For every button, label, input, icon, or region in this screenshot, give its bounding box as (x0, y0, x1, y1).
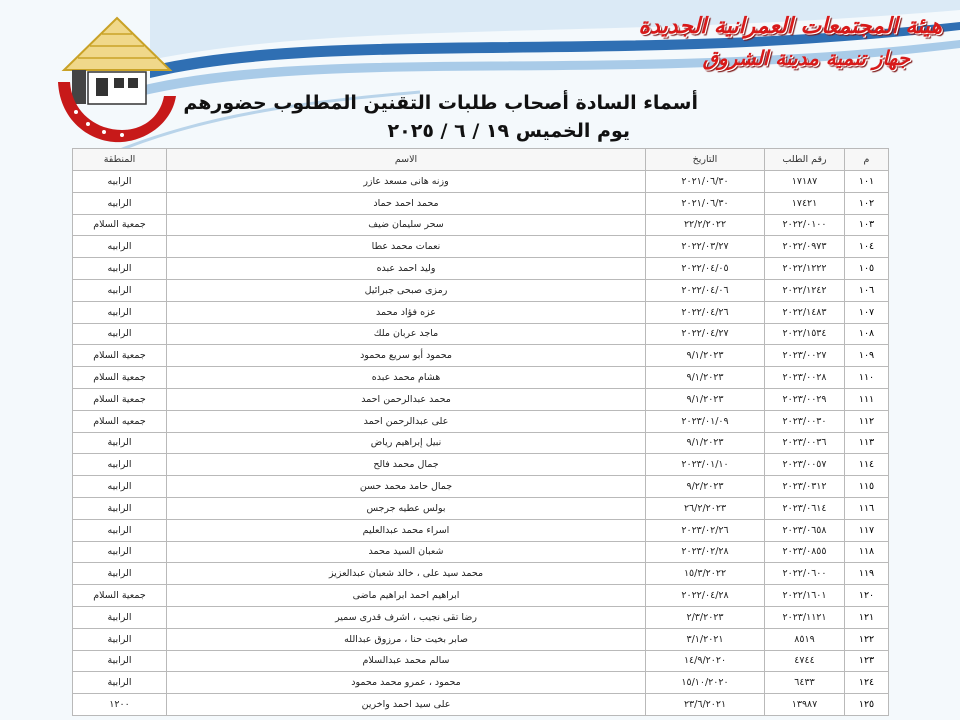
name-cell: اسراء محمد عبدالعليم (167, 519, 646, 541)
request-number-cell: ٢٠٢٢/١٢٤٢ (765, 279, 845, 301)
area-cell: الرابيه (73, 301, 167, 323)
name-cell: بولس عطيه جرجس (167, 497, 646, 519)
name-cell: نبيل إبراهيم رياض (167, 432, 646, 454)
name-cell: جمال محمد فالح (167, 454, 646, 476)
date-cell: ٩/١/٢٠٢٣ (646, 432, 765, 454)
serial-cell: ١٢٢ (845, 628, 889, 650)
area-cell: الرابية (73, 563, 167, 585)
area-cell: الرابيه (73, 519, 167, 541)
area-cell: الرابيه (73, 236, 167, 258)
date-cell: ٢٠٢٢/٠٤/٢٦ (646, 301, 765, 323)
date-cell: ٢٠٢٢/٠٣/٢٧ (646, 236, 765, 258)
table-row (73, 258, 889, 280)
table-row (73, 432, 889, 454)
table-row (73, 301, 889, 323)
date-cell: ٩/١/٢٠٢٣ (646, 345, 765, 367)
date-cell: ٢٠٢٣/٠٢/٢٨ (646, 541, 765, 563)
serial-cell: ١١٣ (845, 432, 889, 454)
column-header-request-number: رقم الطلب (765, 149, 845, 171)
serial-cell: ١٢٠ (845, 585, 889, 607)
area-cell: ١٢٠٠ (73, 694, 167, 716)
table-row (73, 541, 889, 563)
serial-cell: ١١٢ (845, 410, 889, 432)
table-row (73, 171, 889, 193)
area-cell: جمعية السلام (73, 388, 167, 410)
serial-cell: ١٠٤ (845, 236, 889, 258)
date-cell: ٢٠٢٣/٠١/٠٩ (646, 410, 765, 432)
table-row (73, 606, 889, 628)
column-header-date: التاريخ (646, 149, 765, 171)
organization-logo-icon (52, 12, 182, 148)
date-cell: ٢٢/٢/٢٠٢٢ (646, 214, 765, 236)
name-cell: عزه فؤاد محمد (167, 301, 646, 323)
date-cell: ٢٠٢٣/٠١/١٠ (646, 454, 765, 476)
area-cell: الرابيه (73, 171, 167, 193)
area-cell: الرابيه (73, 279, 167, 301)
table-row (73, 345, 889, 367)
serial-cell: ١١٥ (845, 476, 889, 498)
request-number-cell: ٢٠٢٢/١٤٨٣ (765, 301, 845, 323)
name-cell: شعبان السيد محمد (167, 541, 646, 563)
table-body (73, 171, 889, 716)
date-cell: ٢٦/٢/٢٠٢٣ (646, 497, 765, 519)
name-cell: محمد عبدالرحمن احمد (167, 388, 646, 410)
serial-cell: ١٠٩ (845, 345, 889, 367)
name-cell: محمود ، عمرو محمد محمود (167, 672, 646, 694)
name-cell: رمزى صبحى جبرائيل (167, 279, 646, 301)
request-number-cell: ٢٠٢٢/٠٦٠٠ (765, 563, 845, 585)
table-row (73, 236, 889, 258)
request-number-cell: ٢٠٢٣/٠٦١٤ (765, 497, 845, 519)
name-cell: ماجد عربان ملك (167, 323, 646, 345)
page-title: أسماء السادة أصحاب طلبات التقنين المطلوب حضورهم (183, 92, 698, 114)
table-row (73, 279, 889, 301)
request-number-cell: ١٣٩٨٧ (765, 694, 845, 716)
table-row (73, 323, 889, 345)
table-row (73, 192, 889, 214)
date-cell: ٢٠٢٣/٠٢/٢٦ (646, 519, 765, 541)
serial-cell: ١٠٣ (845, 214, 889, 236)
date-cell: ١٥/١٠/٢٠٢٠ (646, 672, 765, 694)
area-cell: الرابية (73, 606, 167, 628)
request-number-cell: ١٧٤٢١ (765, 192, 845, 214)
name-cell: ابراهيم احمد ابراهيم ماضى (167, 585, 646, 607)
request-number-cell: ٦٤٣٣ (765, 672, 845, 694)
area-cell: جمعية السلام (73, 214, 167, 236)
table-header-row (73, 149, 889, 171)
serial-cell: ١١٩ (845, 563, 889, 585)
serial-cell: ١٠٦ (845, 279, 889, 301)
area-cell: الرابية (73, 497, 167, 519)
date-cell: ٩/١/٢٠٢٣ (646, 388, 765, 410)
date-cell: ٢٠٢٢/٠٤/٠٥ (646, 258, 765, 280)
table-row (73, 519, 889, 541)
area-cell: الرابية (73, 672, 167, 694)
area-cell: الرابيه (73, 192, 167, 214)
serial-cell: ١١٨ (845, 541, 889, 563)
name-cell: صابر بخيت حنا ، مرزوق عبدالله (167, 628, 646, 650)
serial-cell: ١١٧ (845, 519, 889, 541)
page-subtitle-date: يوم الخميس ١٩ / ٦ / ٢٠٢٥ (387, 120, 630, 142)
area-cell: الرابيه (73, 323, 167, 345)
table-row (73, 410, 889, 432)
organization-branch-name: جهاز تنمية مدينة الشروق (702, 46, 910, 70)
table-row (73, 585, 889, 607)
table-row (73, 650, 889, 672)
date-cell: ٢٣/٦/٢٠٢١ (646, 694, 765, 716)
area-cell: الرابيه (73, 258, 167, 280)
request-number-cell: ٢٠٢٣/٠٠٣٠ (765, 410, 845, 432)
name-cell: وزنه هانى مسعد عازر (167, 171, 646, 193)
table-row (73, 367, 889, 389)
table-row (73, 454, 889, 476)
request-number-cell: ٢٠٢٢/١٢٢٢ (765, 258, 845, 280)
request-number-cell: ١٧١٨٧ (765, 171, 845, 193)
column-header-serial: م (845, 149, 889, 171)
serial-cell: ١٠٧ (845, 301, 889, 323)
serial-cell: ١١١ (845, 388, 889, 410)
table-row (73, 476, 889, 498)
column-header-name: الاسم (167, 149, 646, 171)
table-row (73, 672, 889, 694)
serial-cell: ١٠٨ (845, 323, 889, 345)
request-number-cell: ٢٠٢٢/٠٩٧٣ (765, 236, 845, 258)
date-cell: ٩/٢/٢٠٢٣ (646, 476, 765, 498)
request-number-cell: ٢٠٢٣/٠٠٥٧ (765, 454, 845, 476)
request-number-cell: ٢٠٢٣/١١٢١ (765, 606, 845, 628)
area-cell: جمعية السلام (73, 345, 167, 367)
applicants-table-container (72, 148, 888, 716)
date-cell: ٩/١/٢٠٢٣ (646, 367, 765, 389)
request-number-cell: ٢٠٢٣/٠٦٥٨ (765, 519, 845, 541)
name-cell: على عبدالرحمن احمد (167, 410, 646, 432)
table-row (73, 694, 889, 716)
serial-cell: ١١٠ (845, 367, 889, 389)
request-number-cell: ٢٠٢٢/٠١٠٠ (765, 214, 845, 236)
request-number-cell: ٢٠٢٣/٠٣١٢ (765, 476, 845, 498)
serial-cell: ١٠٢ (845, 192, 889, 214)
date-cell: ١٥/٣/٢٠٢٢ (646, 563, 765, 585)
column-header-area: المنطقة (73, 149, 167, 171)
name-cell: جمال حامد محمد حسن (167, 476, 646, 498)
date-cell: ٢٠٢٢/٠٤/٠٦ (646, 279, 765, 301)
request-number-cell: ٤٧٤٤ (765, 650, 845, 672)
table-row (73, 563, 889, 585)
date-cell: ٢٠٢١/٠٦/٣٠ (646, 192, 765, 214)
name-cell: محمد سيد على ، خالد شعبان عبدالعزيز (167, 563, 646, 585)
request-number-cell: ٢٠٢٣/٠٠٢٧ (765, 345, 845, 367)
table-row (73, 628, 889, 650)
area-cell: الرابية (73, 650, 167, 672)
request-number-cell: ٢٠٢٣/٠٠٢٨ (765, 367, 845, 389)
name-cell: على سيد احمد واخرين (167, 694, 646, 716)
serial-cell: ١١٤ (845, 454, 889, 476)
area-cell: الرابيه (73, 476, 167, 498)
area-cell: الرابيه (73, 541, 167, 563)
date-cell: ٢٠٢٢/٠٤/٢٧ (646, 323, 765, 345)
serial-cell: ١٢٣ (845, 650, 889, 672)
name-cell: محمد احمد حماد (167, 192, 646, 214)
request-number-cell: ٢٠٢٣/٠٠٢٩ (765, 388, 845, 410)
name-cell: سحر سليمان ضيف (167, 214, 646, 236)
applicants-table (72, 148, 889, 716)
area-cell: الرابيه (73, 454, 167, 476)
name-cell: هشام محمد عبده (167, 367, 646, 389)
table-row (73, 214, 889, 236)
request-number-cell: ٢٠٢٢/١٦٠١ (765, 585, 845, 607)
date-cell: ٢٠٢١/٠٦/٣٠ (646, 171, 765, 193)
table-row (73, 497, 889, 519)
name-cell: محمود أبو سريع محمود (167, 345, 646, 367)
serial-cell: ١٠٥ (845, 258, 889, 280)
request-number-cell: ٢٠٢٣/٠٨٥٥ (765, 541, 845, 563)
table-row (73, 388, 889, 410)
request-number-cell: ٢٠٢٣/٠٠٣٦ (765, 432, 845, 454)
request-number-cell: ٢٠٢٢/١٥٣٤ (765, 323, 845, 345)
date-cell: ٢٠٢٢/٠٤/٢٨ (646, 585, 765, 607)
organization-name: هيئة المجتمعات العمرانية الجديدة (638, 14, 942, 39)
serial-cell: ١٢٤ (845, 672, 889, 694)
area-cell: جمعية السلام (73, 585, 167, 607)
date-cell: ١٤/٩/٢٠٢٠ (646, 650, 765, 672)
area-cell: الرابية (73, 628, 167, 650)
name-cell: وليد احمد عبده (167, 258, 646, 280)
name-cell: سالم محمد عبدالسلام (167, 650, 646, 672)
date-cell: ٣/١/٢٠٢١ (646, 628, 765, 650)
area-cell: الرابية (73, 432, 167, 454)
request-number-cell: ٨٥١٩ (765, 628, 845, 650)
serial-cell: ١٢١ (845, 606, 889, 628)
area-cell: جمعية السلام (73, 367, 167, 389)
area-cell: جمعيه السلام (73, 410, 167, 432)
serial-cell: ١١٦ (845, 497, 889, 519)
serial-cell: ١٢٥ (845, 694, 889, 716)
name-cell: رضا تقى نجيب ، اشرف قدرى سمير (167, 606, 646, 628)
serial-cell: ١٠١ (845, 171, 889, 193)
name-cell: نعمات محمد عطا (167, 236, 646, 258)
date-cell: ٢/٣/٢٠٢٣ (646, 606, 765, 628)
